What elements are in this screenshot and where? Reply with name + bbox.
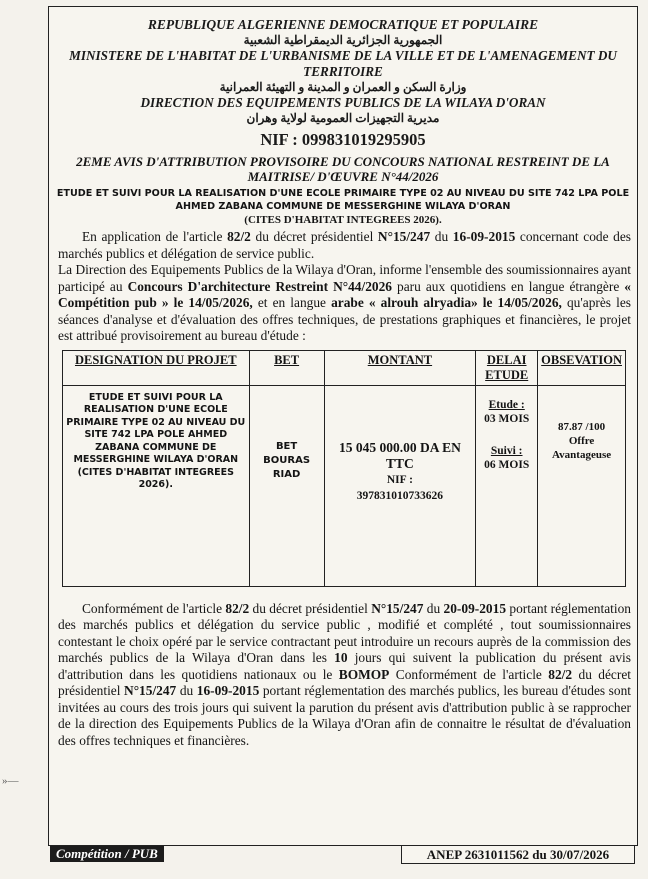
delai-etude-value: 03 MOIS [484,412,530,425]
observation-score: 87.87 /100 [558,420,606,433]
montant-amount: 15 045 000.00 DA EN TTC [338,439,461,471]
p1-text: concernant code des marchés publics et délégation de service public. [58,229,631,261]
p1-date: 16-09-2015 [452,229,516,244]
header-delai: DELAI ETUDE [476,350,538,385]
nif-number: NIF : 09983101929590​5 [260,130,426,149]
header-observation: OBSEVATION [538,350,626,385]
table-row [63,385,626,586]
p2-publication-foreign: « Compétition pub » le 14/05/2026, [58,278,631,310]
notice-title: 2EME AVIS D'ATTRIBUTION PROVISOIRE DU CONCOURS NATIONAL RESTREINT DE LA MAITRISE/ D'ŒUVRE N°44/2026 [76,154,610,184]
p3-text: du décret présidentiel [249,600,372,616]
ministry-title-arabic: وزارة السكن و العمران و المدينة و التهيئة العمرانية [219,80,467,94]
p3-text: du [423,600,444,616]
cell-observation [538,385,626,586]
p1-text: En application de l'article [82,229,228,244]
ministry-title: MINISTERE DE L'HABITAT DE L'URBANISME DE LA VILLE ET DE L'AMENAGEMENT DU TERRITOIRE [69,48,617,79]
paragraph-application [49,229,637,262]
p1-text: du [430,229,453,244]
anep-reference: ANEP 2631011562 du 30/07/2026 [401,845,635,864]
header-designation: DESIGNATION DU PROJET [63,350,250,385]
p3-text: portant réglementation des marchés publics, les bureau d'études sont invitées au cours des trois jours qui suivent la parution du présent avis d'attribution public à se rapprocher de la direction des Equipements Publics de la Wilaya d'Oran afin de connaitre le résultat de d'évaluation des offres techniques et financières. [58,683,631,748]
p3-article: 82/2 [548,666,573,682]
republic-title-arabic: الجمهورية الجزائرية الديمقراطية الشعبية [243,33,443,47]
p3-bomop: BOMOP [338,666,390,682]
header-montant: MONTANT [324,350,476,385]
p3-decree: N°15/247 [124,683,177,698]
p3-decree: N°15/247 [371,600,424,616]
p3-text: jours qui suivent la publication du présent avis d'attribution dans les quotidiens nationaux ou le [58,650,631,682]
notice-object: ETUDE ET SUIVI POUR LA REALISATION D'UNE ECOLE PRIMAIRE TYPE 02 AU NIVEAU DU SITE 742 LPA POLE AHMED ZABANA COMMUNE DE MESSERGHINE WILAYA D'ORAN [56,188,630,212]
p3-days: 10 [334,650,348,665]
cell-bet: BET BOURAS RIAD [249,385,324,586]
p3-text: Conformément de l'article [389,666,549,682]
margin-mark: »— [2,775,19,787]
delai-etude-label: Etude : [488,398,525,411]
observation-text: Offre Avantageuse [552,434,612,461]
p3-text: Conformément de l'article [82,600,226,616]
table-header-row [63,350,626,385]
paragraph-information [49,262,637,345]
p3-text: portant réglementation des marchés publics et délégation du service public , modifié et complété , tout soumissionnaires contestant le choix opéré par le service contractant peut introduire un recours auprès de la commission des marchés publics de la Wilaya d'Oran dans les [58,600,631,665]
p3-text: du [176,683,197,698]
notice-frame [48,6,638,846]
delai-suivi-label: Suivi : [490,444,523,457]
header-bet: BET [249,350,324,385]
p2-text: qu'après les séances d'analyse et d'évaluation des offres techniques, de prestations graphiques et financières, le projet est attribué provisoirement au bureau d'étude : [58,295,631,343]
p1-text: du décret présidentiel [250,229,378,244]
p3-text: du décret présidentiel [58,666,631,698]
cell-montant [324,385,476,586]
montant-nif: 397831010733626 [356,489,444,502]
paragraph-recours [49,601,637,750]
p2-concours: Concours D'architecture Restreint N°44/2026 [127,278,392,294]
p2-text: paru aux quotidiens en langue étrangère [392,278,625,294]
notice-object-tail: (CITES D'HABITAT INTEGREES 2026). [244,214,442,226]
p2-text: La Direction des Equipements Publics de la Wilaya d'Oran, informe l'ensemble des soumissionnaires ayant participé au [58,262,631,294]
p1-decree: N°15/247 [377,229,431,244]
p3-article: 82/2 [225,600,250,616]
montant-nif-label: NIF : [386,473,413,486]
delai-suivi-value: 06 MOIS [484,458,530,471]
p2-publication-arabic: arabe « alrouh alryadia» le 14/05/2026, [331,295,562,310]
attribution-table [62,350,626,587]
republic-title: REPUBLIQUE ALGERIENNE DEMOCRATIQUE ET POPULAIRE [147,17,539,32]
direction-title: DIRECTION DES EQUIPEMENTS PUBLICS DE LA WILAYA D'ORAN [140,95,546,110]
p3-date: 16-09-2015 [196,683,260,698]
p1-article: 82/2 [227,229,251,244]
cell-delai [476,385,538,586]
p3-date: 20-09-2015 [443,600,507,616]
publication-tag: Compétition / PUB [50,846,164,862]
p2-text: et en langue [252,295,332,310]
cell-designation: ETUDE ET SUIVI POUR LA REALISATION D'UNE ECOLE PRIMAIRE TYPE 02 AU NIVEAU DU SITE 742 LPA POLE AHMED ZABANA COMMUNE DE MESSERGHINE WILAYA D'ORAN (CITES D'HABITAT INTEGREES 2026). [63,385,250,586]
direction-title-arabic: مديرية التجهيزات العمومية لولاية وهران [246,111,440,125]
